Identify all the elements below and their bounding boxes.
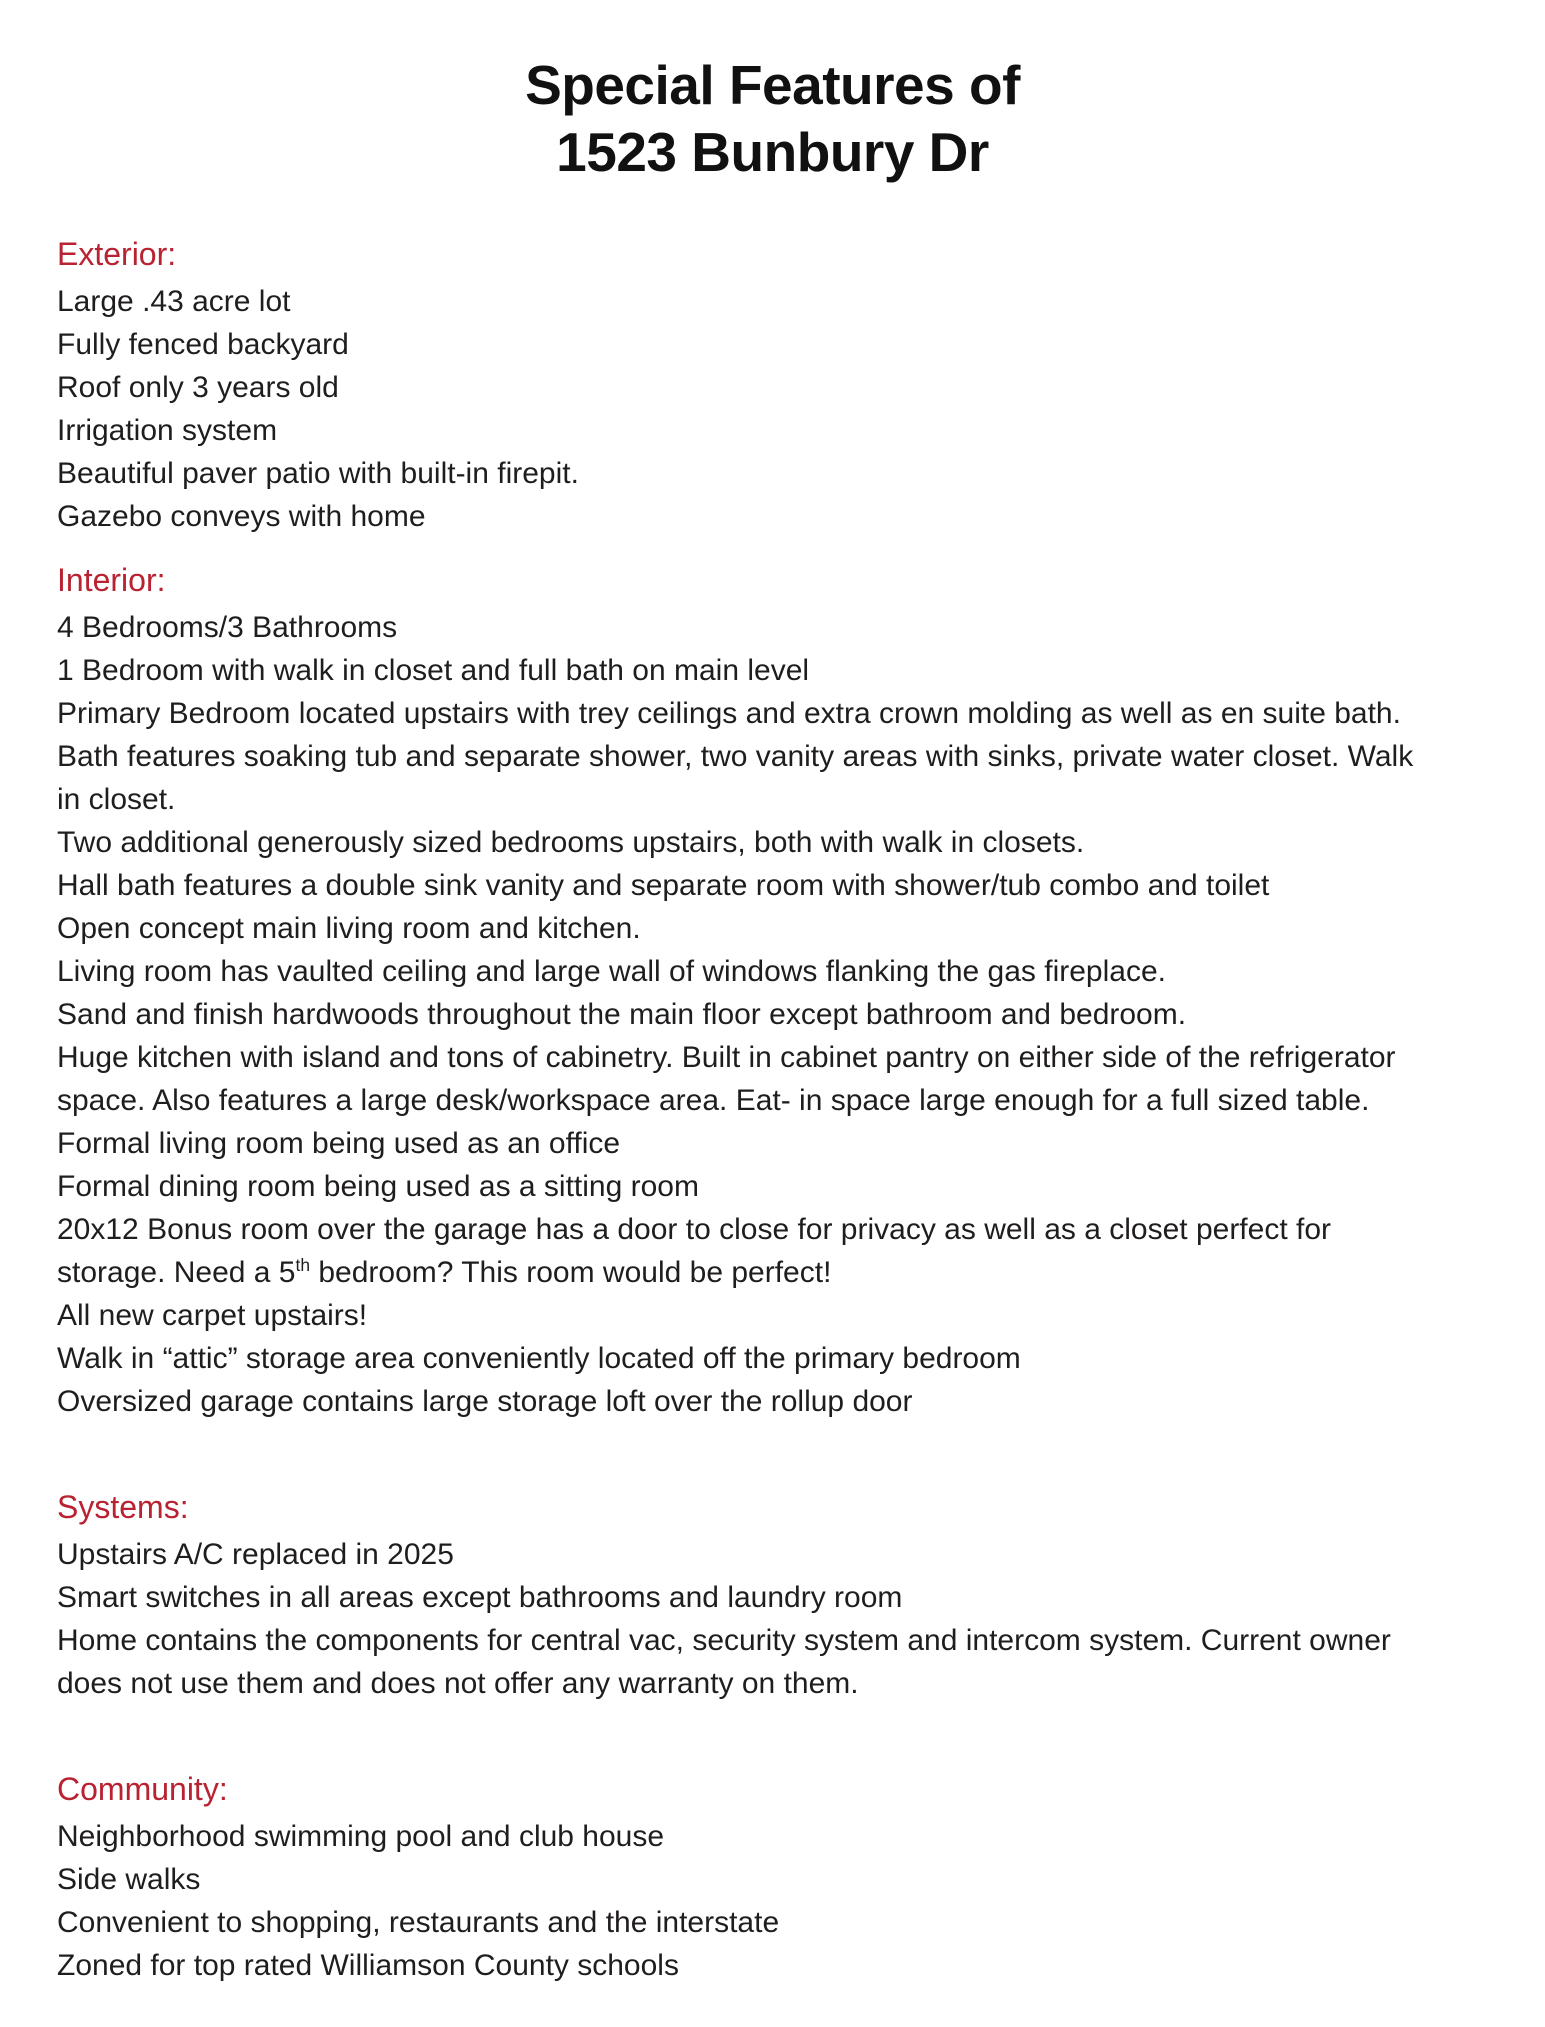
feature-line: Neighborhood swimming pool and club house [57, 1820, 665, 1853]
feature-line: Home contains the components for central vac, security system and intercom system. Current owner does not use them and does not offer any warranty on them. [57, 1624, 1391, 1700]
section-heading-systems: Systems: [57, 1489, 189, 1525]
section-heading-exterior: Exterior: [57, 236, 177, 272]
section-items-community [57, 1815, 1488, 1987]
feature-line: Smart switches in all areas except bathrooms and laundry room [57, 1581, 903, 1614]
section-heading-community: Community: [57, 1771, 228, 1807]
feature-line: Convenient to shopping, restaurants and the interstate [57, 1906, 780, 1939]
section-community [57, 1767, 1488, 1987]
feature-line: Beautiful paver patio with built-in firepit. [57, 457, 579, 490]
feature-line: Open concept main living room and kitchen. [57, 912, 641, 945]
feature-line: Two additional generously sized bedrooms upstairs, both with walk in closets. [57, 826, 1085, 859]
feature-line: Hall bath features a double sink vanity and separate room with shower/tub combo and toilet [57, 869, 1270, 902]
section-items-interior [57, 606, 1488, 1423]
ordinal-superscript: th [295, 1255, 311, 1275]
feature-line: Zoned for top rated Williamson County schools [57, 1949, 679, 1982]
section-items-exterior [57, 280, 1488, 538]
feature-line: Fully fenced backyard [57, 328, 349, 361]
feature-line: Formal dining room being used as a sitting room [57, 1170, 699, 1203]
feature-line: 1 Bedroom with walk in closet and full bath on main level [57, 654, 810, 687]
feature-line: Primary Bedroom located upstairs with trey ceilings and extra crown molding as well as en suite bath. Bath features soaking tub and separate shower, two vanity areas with sinks, private water closet. Walk in closet. [57, 697, 1414, 816]
feature-line: Upstairs A/C replaced in 2025 [57, 1538, 454, 1571]
section-items-systems [57, 1533, 1488, 1705]
feature-line: Huge kitchen with island and tons of cabinetry. Built in cabinet pantry on either side of the refrigerator space. Also features a large desk/workspace area. Eat- in space large enough for a full sized table. [57, 1041, 1396, 1117]
feature-line: Side walks [57, 1863, 201, 1896]
title-line-1: Special Features of [525, 54, 1020, 116]
section-interior [57, 558, 1488, 1423]
feature-line: Roof only 3 years old [57, 371, 339, 404]
feature-line: Formal living room being used as an office [57, 1127, 621, 1160]
feature-line: 4 Bedrooms/3 Bathrooms [57, 611, 398, 644]
feature-line: Sand and finish hardwoods throughout the main floor except bathroom and bedroom. [57, 998, 1187, 1031]
feature-line: Irrigation system [57, 414, 278, 447]
feature-line: Large .43 acre lot [57, 285, 291, 318]
feature-line: Living room has vaulted ceiling and large wall of windows flanking the gas fireplace. [57, 955, 1166, 988]
feature-line: Gazebo conveys with home [57, 500, 426, 533]
feature-line: All new carpet upstairs! [57, 1299, 368, 1332]
feature-line: Walk in “attic” storage area conveniently located off the primary bedroom [57, 1342, 1021, 1375]
feature-text: 20x12 Bonus room over the garage has a door to close for privacy as well as a closet perfect for storage. Need a 5 [57, 1213, 1332, 1289]
title-line-2: 1523 Bunbury Dr [556, 121, 989, 183]
feature-text: bedroom? This room would be perfect! [310, 1256, 832, 1289]
feature-line [57, 1208, 1438, 1294]
section-exterior [57, 232, 1488, 538]
section-systems [57, 1485, 1488, 1705]
feature-line: Oversized garage contains large storage loft over the rollup door [57, 1385, 913, 1418]
section-heading-interior: Interior: [57, 562, 166, 598]
document-title [57, 52, 1488, 186]
